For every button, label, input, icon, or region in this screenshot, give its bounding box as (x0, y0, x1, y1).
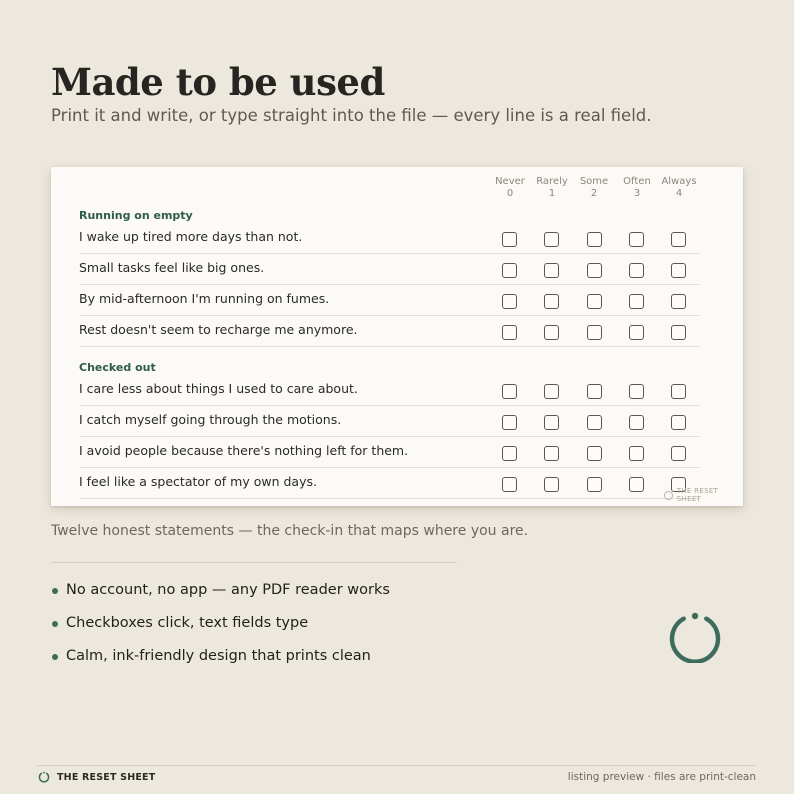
checkbox-never[interactable] (502, 325, 517, 340)
checkbox-rarely[interactable] (544, 415, 559, 430)
checkbox-rarely[interactable] (544, 325, 559, 340)
feature-text: No account, no app — any PDF reader works (66, 582, 390, 598)
statement-text: I care less about things I used to care about. (79, 381, 358, 396)
footer-brand-name: THE RESET SHEET (57, 771, 156, 783)
checkbox-some[interactable] (587, 232, 602, 247)
statement-row (79, 316, 700, 347)
checkbox-often[interactable] (629, 415, 644, 430)
checkbox-rarely[interactable] (544, 446, 559, 461)
section-title: Running on empty (79, 209, 193, 222)
statement-row (79, 468, 700, 499)
checkbox-often[interactable] (629, 384, 644, 399)
checkbox-always[interactable] (671, 325, 686, 340)
section-title: Checked out (79, 361, 156, 374)
card-watermark (664, 487, 743, 503)
scale-header-1: Rarely 1 (536, 176, 568, 199)
card-caption: Twelve honest statements — the check-in that maps where you are. (51, 523, 529, 539)
statement-row (79, 223, 700, 254)
statement-row (79, 285, 700, 316)
checkbox-never[interactable] (502, 384, 517, 399)
scale-header-2: Some 2 (579, 176, 609, 199)
checkbox-never[interactable] (502, 263, 517, 278)
checkbox-rarely[interactable] (544, 294, 559, 309)
checkbox-often[interactable] (629, 477, 644, 492)
power-ring-icon (664, 491, 673, 500)
bullet-dot-icon (52, 654, 58, 660)
checkbox-always[interactable] (671, 384, 686, 399)
checkbox-often[interactable] (629, 263, 644, 278)
power-ring-icon (38, 771, 50, 783)
scale-header-4: Always 4 (661, 176, 697, 199)
checkbox-never[interactable] (502, 446, 517, 461)
checkbox-never[interactable] (502, 477, 517, 492)
statement-text: Rest doesn't seem to recharge me anymore. (79, 322, 358, 337)
checkbox-never[interactable] (502, 232, 517, 247)
card-watermark-text: THE RESET SHEET (676, 487, 719, 503)
statement-text: I feel like a spectator of my own days. (79, 474, 317, 489)
checkbox-always[interactable] (671, 263, 686, 278)
bullet-dot-icon (52, 621, 58, 627)
checkbox-always[interactable] (671, 415, 686, 430)
page-title: Made to be used (51, 60, 385, 104)
bullet-dot-icon (52, 588, 58, 594)
feature-text: Calm, ink-friendly design that prints clean (66, 648, 371, 664)
footer-brand (38, 771, 155, 783)
checkbox-often[interactable] (629, 232, 644, 247)
statement-text: I wake up tired more days than not. (79, 229, 303, 244)
checkbox-some[interactable] (587, 294, 602, 309)
checkbox-often[interactable] (629, 325, 644, 340)
statement-text: By mid-afternoon I'm running on fumes. (79, 291, 330, 306)
checkbox-often[interactable] (629, 446, 644, 461)
scale-header-0: Never 0 (495, 176, 525, 199)
form-preview-card (51, 167, 743, 506)
statement-row (79, 254, 700, 285)
power-ring-icon (667, 607, 723, 663)
checkbox-never[interactable] (502, 294, 517, 309)
feature-text: Checkboxes click, text fields type (66, 615, 309, 631)
checkbox-always[interactable] (671, 446, 686, 461)
checkbox-some[interactable] (587, 415, 602, 430)
statement-row (79, 437, 700, 468)
statement-text: I catch myself going through the motions. (79, 412, 342, 427)
statement-row (79, 375, 700, 406)
page-subtitle: Print it and write, or type straight into the file — every line is a real field. (51, 106, 652, 125)
checkbox-rarely[interactable] (544, 263, 559, 278)
footer-divider (37, 765, 756, 766)
checkbox-some[interactable] (587, 263, 602, 278)
scale-header-3: Often 3 (623, 176, 651, 199)
checkbox-some[interactable] (587, 446, 602, 461)
checkbox-rarely[interactable] (544, 232, 559, 247)
checkbox-rarely[interactable] (544, 477, 559, 492)
statement-row (79, 406, 700, 437)
statement-text: Small tasks feel like big ones. (79, 260, 265, 275)
checkbox-never[interactable] (502, 415, 517, 430)
statement-text: I avoid people because there's nothing left for them. (79, 443, 409, 458)
divider (51, 562, 457, 563)
checkbox-always[interactable] (671, 232, 686, 247)
checkbox-rarely[interactable] (544, 384, 559, 399)
checkbox-some[interactable] (587, 477, 602, 492)
checkbox-some[interactable] (587, 384, 602, 399)
checkbox-always[interactable] (671, 294, 686, 309)
checkbox-some[interactable] (587, 325, 602, 340)
footer-note: listing preview · files are print-clean (567, 771, 756, 783)
checkbox-often[interactable] (629, 294, 644, 309)
